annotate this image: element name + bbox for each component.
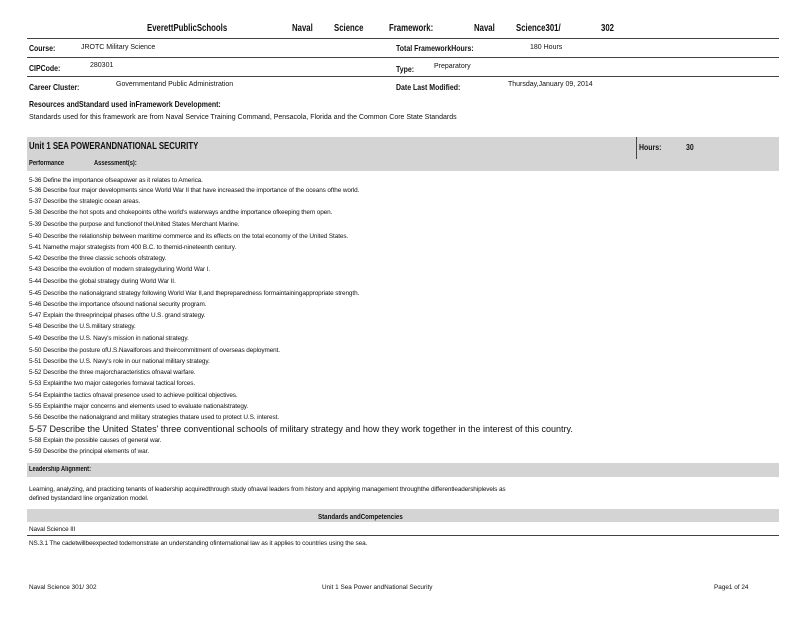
leadership-band [27, 463, 779, 477]
list-item: 5-53 Explainthe two major categories fornaval tactical forces. [29, 380, 196, 387]
header-course-1: Naval [474, 23, 495, 34]
cip-label: CIPCode: [29, 63, 61, 73]
leadership-text: Learning, analyzing, and practicing tenants of leadership acquiredthrough study ofnaval leaders from history and applying management throughthe differentleadershiplevels as [29, 486, 506, 493]
list-item: 5-48 Describe the U.S.military strategy. [29, 323, 136, 330]
header-subject-1: Naval [292, 23, 313, 34]
divider [27, 57, 779, 58]
total-hours-label: Total FrameworkHours: [396, 43, 474, 53]
page-number: Page1 of 24 [714, 584, 749, 591]
divider [27, 76, 779, 77]
list-item: 5-36 Define the importance ofseapower as it relates to America. [29, 177, 203, 184]
footer-course: Naval Science 301/ 302 [29, 584, 97, 591]
cip-value: 280301 [90, 62, 114, 69]
list-item: 5-56 Describe the nationalgrand and military strategies thatare used to protect U.S. interest. [29, 414, 279, 421]
list-item: 5-51 Describe the U.S. Navy's role in our national military strategy. [29, 358, 210, 365]
header-course-3: 302 [601, 23, 615, 34]
course-value: JROTC Military Science [81, 44, 156, 51]
career-cluster-label: Career Cluster: [29, 82, 80, 92]
list-item: 5-54 Explainthe tactics ofnaval presence used to achieve political objectives. [29, 392, 238, 399]
district-name: EverettPublicSchools [147, 23, 228, 34]
list-item: 5-36 Describe four major developments since World War II that have increased the importance of the oceans ofthe world. [29, 187, 360, 194]
resources-label: Resources andStandard used inFramework Development: [29, 99, 221, 109]
header-subject-2: Science [334, 23, 364, 34]
list-item: 5-42 Describe the three classic schools ofstrategy. [29, 255, 167, 262]
list-item: 5-58 Explain the possible causes of general war. [29, 437, 162, 444]
unit-hours-value: 30 [686, 142, 694, 152]
list-item: 5-52 Describe the three majorcharacteristics ofnaval warfare. [29, 369, 196, 376]
list-item: 5-50 Describe the posture ofU.S.Navalforces and theircommitment of overseas deployment. [29, 347, 280, 354]
standard-row: NS.3.1 The cadetwillbeexpected todemonstrate an understanding ofinternational law as it applies to countries using the sea. [29, 540, 368, 547]
divider [636, 137, 637, 159]
date-modified-value: Thursday,January 09, 2014 [508, 81, 593, 88]
header-course-2: Science301/ [516, 23, 561, 34]
standards-band [27, 509, 779, 522]
list-item: 5-43 Describe the evolution of modern strategyduring World War I. [29, 266, 211, 273]
footer-unit: Unit 1 Sea Power andNational Security [322, 584, 433, 591]
list-item: 5-38 Describe the hot spots and chokepoints ofthe world's waterways andthe importance ofkeeping them open. [29, 209, 333, 216]
list-item: 5-44 Describe the global strategy during World War II. [29, 278, 176, 285]
list-item: 5-49 Describe the U.S. Navy's mission in national strategy. [29, 335, 189, 342]
list-item: 5-37 Describe the strategic ocean areas. [29, 198, 141, 205]
divider [27, 535, 779, 536]
performance-label: Performance [29, 160, 65, 167]
unit-title: Unit 1 SEA POWERANDNATIONAL SECURITY [29, 141, 199, 152]
unit-hours-label: Hours: [639, 142, 662, 152]
divider [27, 38, 779, 39]
list-item: 5-45 Describe the nationalgrand strategy following World War II,and thepreparedness formaintainingappropriate strength. [29, 290, 360, 297]
list-item-highlight: 5-57 Describe the United States' three conventional schools of military strategy and how they work together in the interest of this country. [29, 424, 573, 434]
standards-title: Standards andCompetencies [318, 512, 403, 521]
type-label: Type: [396, 64, 415, 74]
list-item: 5-47 Explain the threeprincipal phases ofthe U.S. grand strategy. [29, 312, 206, 319]
list-item: 5-46 Describe the importance ofsound national security program. [29, 301, 207, 308]
assessments-label: Assessment(s): [94, 160, 137, 167]
list-item: 5-40 Describe the relationship between maritime commerce and its effects on the total economy of the United States. [29, 233, 349, 240]
type-value: Preparatory [434, 63, 471, 70]
leadership-label: Leadership Alignment: [29, 466, 91, 473]
list-item: 5-41 Namethe major strategists from 400 B.C. to themid-nineteenth century. [29, 244, 237, 251]
standards-subject: Naval Science III [29, 526, 76, 533]
list-item: 5-55 Explainthe major concerns and elements used to evaluate nationalstrategy. [29, 403, 249, 410]
career-cluster-value: Governmentand Public Administration [116, 81, 234, 88]
resources-text: Standards used for this framework are from Naval Service Training Command, Pensacola, Florida and the Common Core State Standards [29, 114, 457, 121]
list-item: 5-59 Describe the principal elements of war. [29, 448, 149, 455]
course-label: Course: [29, 43, 56, 53]
header-framework-label: Framework: [389, 23, 434, 34]
date-modified-label: Date Last Modified: [396, 82, 461, 92]
total-hours-value: 180 Hours [530, 44, 563, 51]
leadership-text: defined bystandard line organization model. [29, 495, 149, 502]
list-item: 5-39 Describe the purpose and functionof theUnited States Merchant Marine. [29, 221, 240, 228]
